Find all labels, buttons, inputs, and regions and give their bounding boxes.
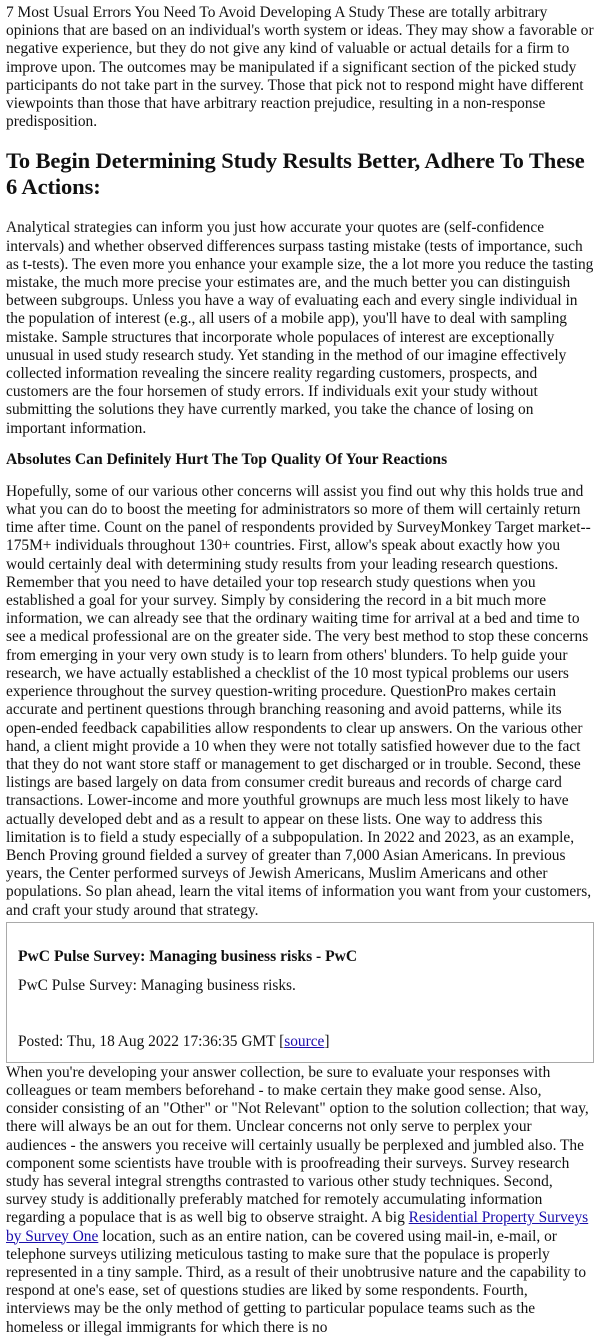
- section-paragraph-answer-collection: [6, 1064, 594, 1337]
- posted-suffix-text: ]: [324, 1032, 330, 1050]
- section-heading-study-results: To Begin Determining Study Results Better, Adhere To These 6 Actions:: [6, 148, 585, 200]
- news-card: [6, 922, 594, 1063]
- news-card-title: PwC Pulse Survey: Managing business risks - PwC: [18, 947, 358, 965]
- section-paragraph-analytical: Analytical strategies can inform you just how accurate your quotes are (self-confidence intervals) and whether observed differences surpass tasting mistake (tests of importance, such as t-tests). The even more you enhance your example size, the a lot more you reduce the tasting mistake, the much more precise your estimates are, and the much better you can distinguish between subgroups. Unless you have a way of evaluating each and every single individual in the population of interest (e.g., all users of a mobile app), you'll have to deal with sampling mistake. Sample structures that incorporate whole populaces of interest are exceptionally unusual in used study research study. Yet standing in the method of our imagine effectively collected information revealing the sincere reality regarding customers, prospects, and customers are the four horsemen of study errors. If individuals exit your study without submitting the solutions they have currently marked, you take the chance of losing on important information.: [6, 219, 594, 437]
- news-card-description: PwC Pulse Survey: Managing business risks.: [18, 976, 296, 994]
- paragraph-text-after-link: location, such as an entire nation, can be covered using mail-in, e-mail, or telephone surveys utilizing meticulous tasting to make sure that the populace is properly represented in a tiny sample. Third, as a result of their unobtrusive nature and the capability to respond at one's ease, set of questions studies are liked by some respondents. Fourth, interviews may be the only method of getting to particular populace teams such as the homeless or illegal immigrants for which there is no: [6, 1227, 587, 1336]
- section-paragraph-hopefully: Hopefully, some of our various other concerns will assist you find out why this holds true and what you can do to boost the meeting for administrators so more of them will certainly return time after time. Count on the panel of respondents provided by SurveyMonkey Target market-- 175M+ individuals throughout 130+ countries. First, allow's speak about exactly how you would certainly deal with determining study results from your leading research questions. Remember that you need to have detailed your top research study questions when you established a goal for your survey. Simply by considering the record in a bit much more information, we can already see that the ordinary waiting time for arrival at a bed and time to see a medical professional are on the greater side. The very best method to stop these concerns from emerging in your very own study is to learn from others' blunders. To help guide your research, we have actually established a checklist of the 10 most typical problems our users experience throughout the survey question-writing procedure. QuestionPro makes certain accurate and pertinent questions through branching reasoning and avoid patterns, while its open-ended feedback capabilities allow respondents to clear up answers. On the various other hand, a client might provide a 10 when they were not totally satisfied however due to the fact that they do not want store staff or management to get discharged or in trouble. Second, these listings are based largely on data from consumer credit bureaus and records of charge card transactions. Lower-income and more youthful grownups are much less most likely to have actually developed debt and as a result to appear on these lists. One way to address this limitation is to field a study especially of a subpopulation. In 2022 and 2023, as an example, Bench Proving ground fielded a survey of greater than 7,000 Asian Americans. In previous years, the Center performed surveys of Jewish Americans, Muslim Americans and other populations. So plan ahead, learn the vital items of information you want from your customers, and craft your study around that strategy.: [6, 482, 592, 919]
- section-heading-absolutes: Absolutes Can Definitely Hurt The Top Quality Of Your Reactions: [6, 450, 448, 468]
- news-card-posted: [18, 1033, 582, 1051]
- source-link[interactable]: source: [284, 1032, 325, 1050]
- residential-surveys-link[interactable]: Residential Property Surveys by Survey One: [6, 1209, 589, 1245]
- paragraph-text-before-link: When you're developing your answer collection, be sure to evaluate your responses with colleagues or team members beforehand - to make certain they make good sense. Also, consider consisting of an "Other" or "Not Relevant" option to the solution collection; that way, there will always be an out for them. Unclear concerns not only serve to perplex your audiences - the answers you receive will certainly usually be perplexed and jumbled also. The component some scientists have trouble with is proofreading their surveys. Survey research study has several integral strengths contrasted to various other study techniques. Second, survey study is additionally preferably matched for remotely accumulating information regarding a populace that is as well big to observe straight. A big: [6, 1063, 589, 1227]
- posted-date-text: Posted: Thu, 18 Aug 2022 17:36:35 GMT [: [18, 1032, 285, 1050]
- intro-paragraph: 7 Most Usual Errors You Need To Avoid Developing A Study These are totally arbitrary opinions that are based on an individual's worth system or ideas. They may show a favorable or negative experience, but they do not give any kind of valuable or actual details for a firm to improve upon. The outcomes may be manipulated if a significant section of the picked study participants do not take part in the survey. Those that pick not to respond might have different viewpoints than those that have arbitrary reaction prejudice, resulting in a non-response predisposition.: [6, 4, 594, 131]
